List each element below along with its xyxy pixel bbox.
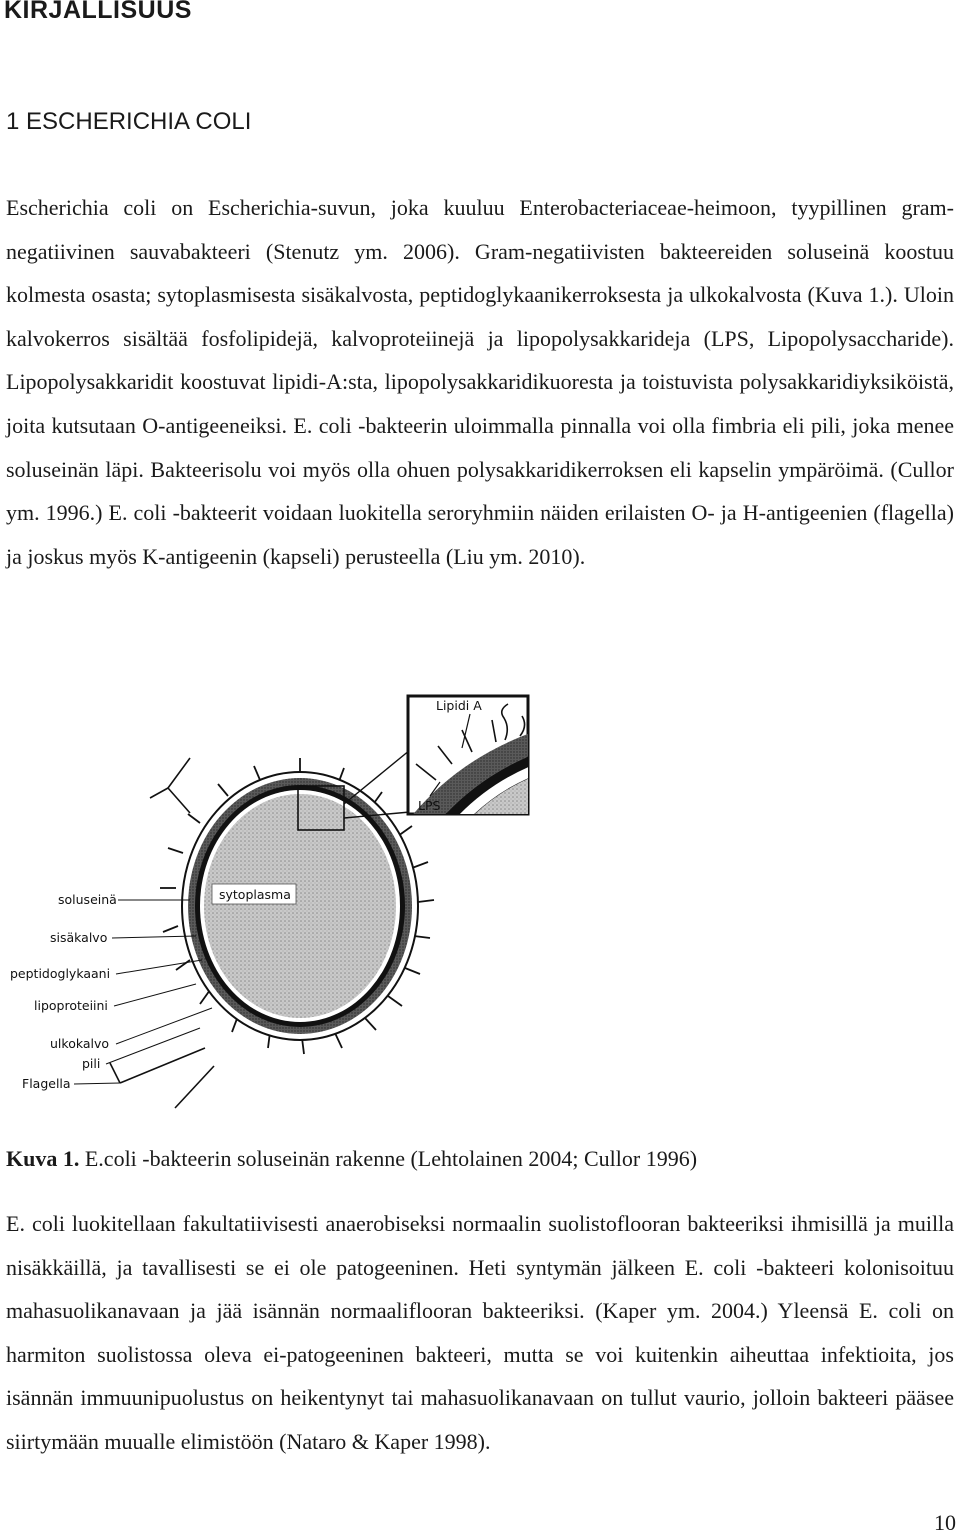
section-title: 1 ESCHERICHIA COLI [6,108,252,135]
cell-wall-figure [0,688,540,1118]
chapter-heading: KIRJALLISUUS [4,0,192,24]
lps-label: LPS [418,798,441,813]
zoom-detail [395,696,540,874]
caption-text: E.coli -bakteerin soluseinän rakenne (Lehtolainen 2004; Cullor 1996) [79,1146,698,1171]
layer-labels [10,892,117,1091]
label-inner-membrane: sisäkalvo [50,930,108,945]
cell-wall-diagram [0,688,540,1118]
label-outer-membrane: ulkokalvo [50,1036,110,1051]
label-lipoprotein: lipoproteiini [34,998,108,1013]
page-number: 10 [934,1510,956,1535]
zoom-connector-top [344,750,410,804]
cytoplasm [204,794,396,1018]
label-pili: pili [82,1056,101,1071]
figure-caption [6,1146,697,1172]
lipid-a-label: Lipidi A [436,698,482,713]
cytoplasm-label: sytoplasma [219,887,291,902]
label-flagella: Flagella [22,1076,71,1091]
caption-label: Kuva 1. [6,1146,80,1171]
label-cell-wall: soluseinä [58,892,117,907]
label-peptidoglycan: peptidoglykaani [10,966,111,981]
paragraph-intro: Escherichia coli on Escherichia-suvun, joka kuuluu Enterobacteriaceae-heimoon, tyypillinen gram-negatiivinen sauvabakteeri (Stenutz ym. 2006). Gram-negatiivisten bakteereiden soluseinä koostuu kolmesta osasta; sytoplasmisesta sisäkalvosta, peptidoglykaanikerroksesta ja ulkokalvosta (Kuva 1.). Uloin kalvokerros sisältää fosfolipidejä, kalvoproteiinejä ja lipopolysakkarideja (LPS, Lipopolysaccharide). Lipopolysakkaridit koostuvat lipidi-A:sta, lipopolysakkaridikuoresta ja toistuvista polysakkaridiyksiköistä, joita kutsutaan O-antigeeneiksi. E. coli -bakteerin uloimmalla pinnalla voi olla fimbria eli pili, joka menee soluseinän läpi. Bakteerisolu voi myös olla ohuen polysakkaridikerroksen eli kapselin ympäröimä. (Cullor ym. 1996.) E. coli -bakteerit voidaan luokitella seroryhmiin näiden erilaisten O- ja H-antigeenien (flagella) ja joskus myös K-antigeenin (kapseli) perusteella (Liu ym. 2010). [6,195,954,569]
paragraph-ecoli-flora: E. coli luokitellaan fakultatiivisesti anaerobiseksi normaalin suolistoflooran bakteeriksi ihmisillä ja muilla nisäkkäillä, ja tavallisesti se ei ole patogeeninen. Heti syntymän jälkeen E. coli -bakteeri kolonisoituu mahasuolikanavaan ja jää isännän normaaliflooran bakteeriksi. (Kaper ym. 2004.) Yleensä E. coli on harmiton suolistossa oleva ei-patogeeninen bakteeri, mutta se voi kuitenkin aiheuttaa infektioita, jos isännän immuunipuolustus on heikentynyt tai mahasuolikanavaan on tullut vaurio, jolloin bakteeri pääsee siirtymään muualle elimistöön (Nataro & Kaper 1998). [6,1211,954,1454]
